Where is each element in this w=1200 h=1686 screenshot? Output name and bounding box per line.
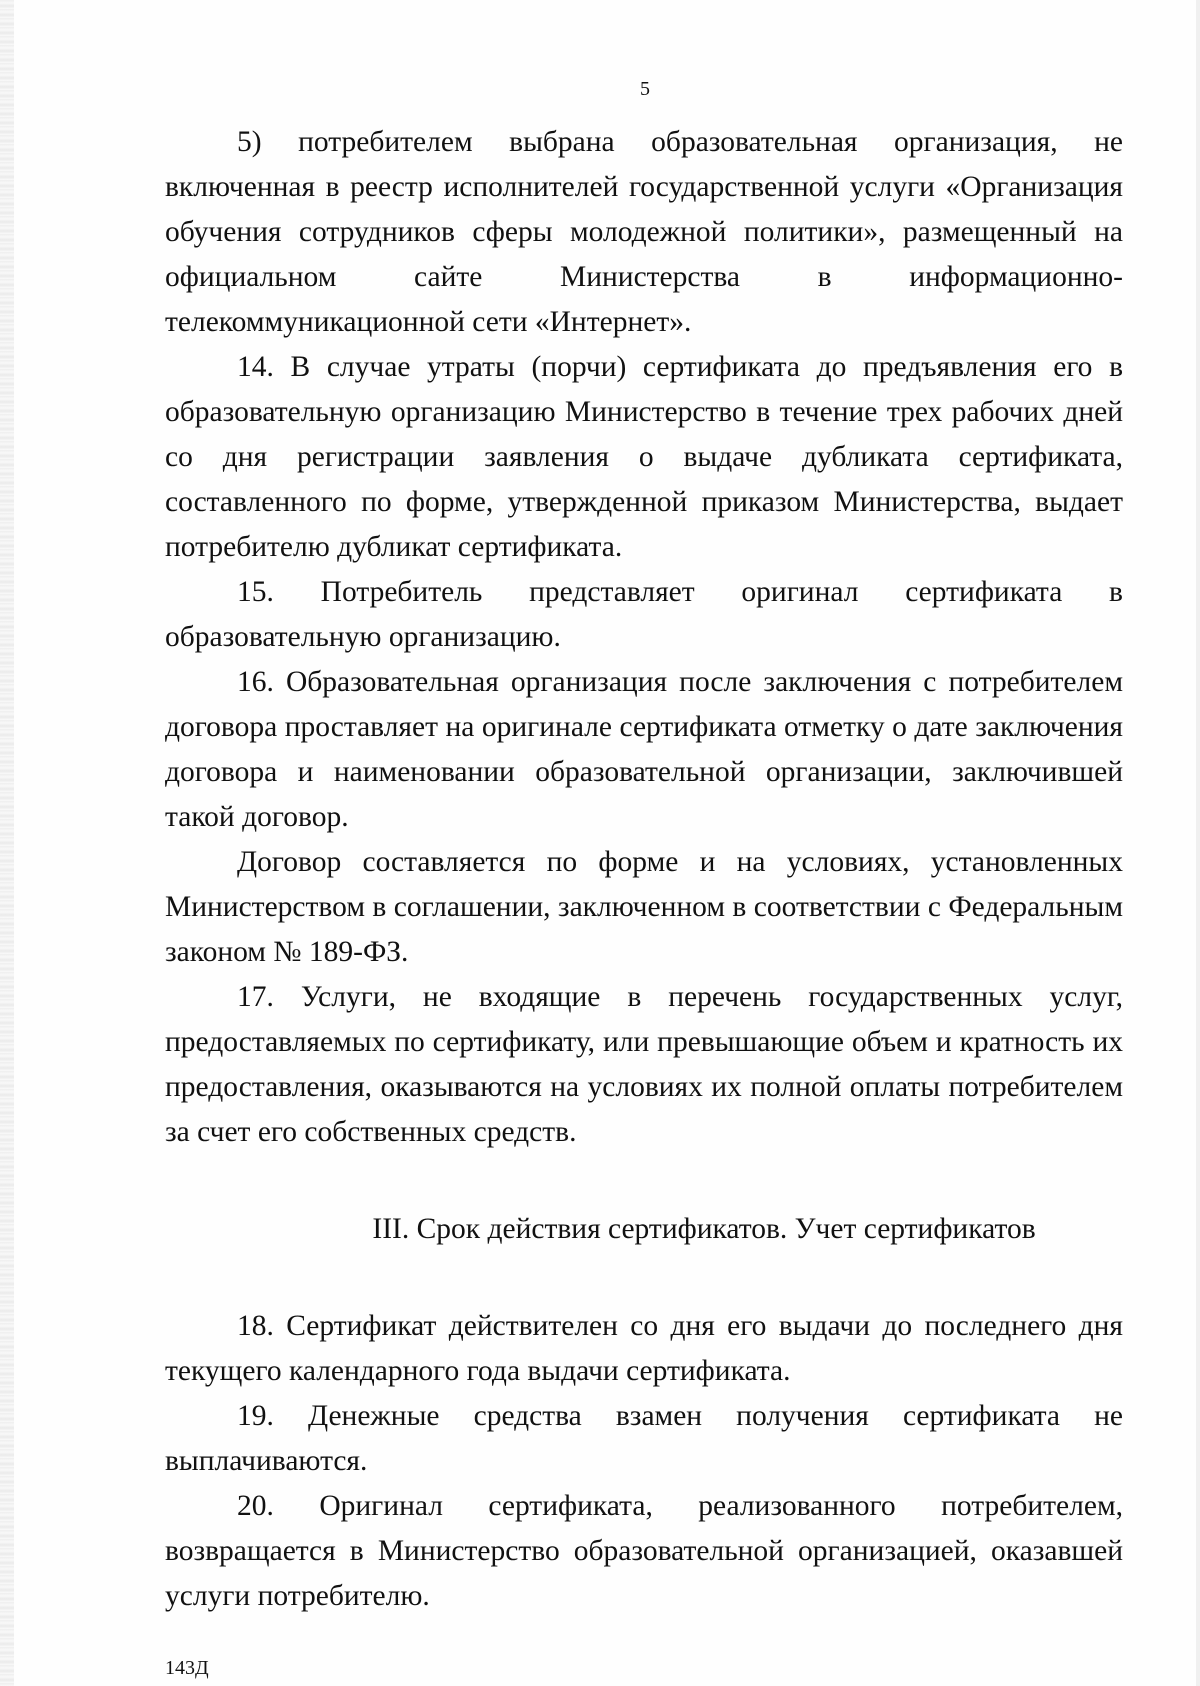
scan-edge-left bbox=[0, 0, 14, 1686]
document-body bbox=[165, 120, 1123, 1619]
paragraph-17: 17. Услуги, не входящие в перечень государственных услуг, предоставляемых по сертификату, или превышающие объем и кратность их предоставления, оказываются на условиях их полной оплаты потребителем за счет его собственных средств. bbox=[165, 981, 1123, 1148]
paragraph-16: 16. Образовательная организация после заключения с потребителем договора проставляет на оригинале сертификата отметку о дате заключения договора и наименовании образовательной организации, заключившей такой договор. bbox=[165, 666, 1123, 833]
paragraph-14: 14. В случае утраты (порчи) сертификата до предъявления его в образовательную организацию Министерство в течение трех рабочих дней со дня регистрации заявления о выдаче дубликата сертификата, составленного по форме, утвержденной приказом Министерства, выдает потребителю дубликат сертификата. bbox=[165, 351, 1123, 563]
paragraph-20: 20. Оригинал сертификата, реализованного потребителем, возвращается в Министерство образовательной организацией, оказавшей услуги потребителю. bbox=[165, 1490, 1123, 1612]
scan-edge-right bbox=[1196, 0, 1200, 1686]
paragraph-item-5: 5) потребителем выбрана образовательная организация, не включенная в реестр исполнителей государственной услуги «Организация обучения сотрудников сферы молодежной политики», размещенный на официальном сайте Министерства в информационно-телекоммуникационной сети «Интернет». bbox=[165, 126, 1123, 338]
page-number: 5 bbox=[640, 78, 650, 100]
section-heading: III. Срок действия сертификатов. Учет сертификатов bbox=[372, 1213, 1036, 1245]
document-code: 143Д bbox=[165, 1657, 209, 1679]
paragraph-15: 15. Потребитель представляет оригинал сертификата в образовательную организацию. bbox=[165, 576, 1123, 653]
paragraph-contract: Договор составляется по форме и на условиях, установленных Министерством в соглашении, заключенном в соответствии с Федеральным законом № 189-ФЗ. bbox=[165, 846, 1123, 968]
paragraph-19: 19. Денежные средства взамен получения сертификата не выплачиваются. bbox=[165, 1400, 1123, 1477]
paragraph-18: 18. Сертификат действителен со дня его выдачи до последнего дня текущего календарного года выдачи сертификата. bbox=[165, 1310, 1123, 1387]
